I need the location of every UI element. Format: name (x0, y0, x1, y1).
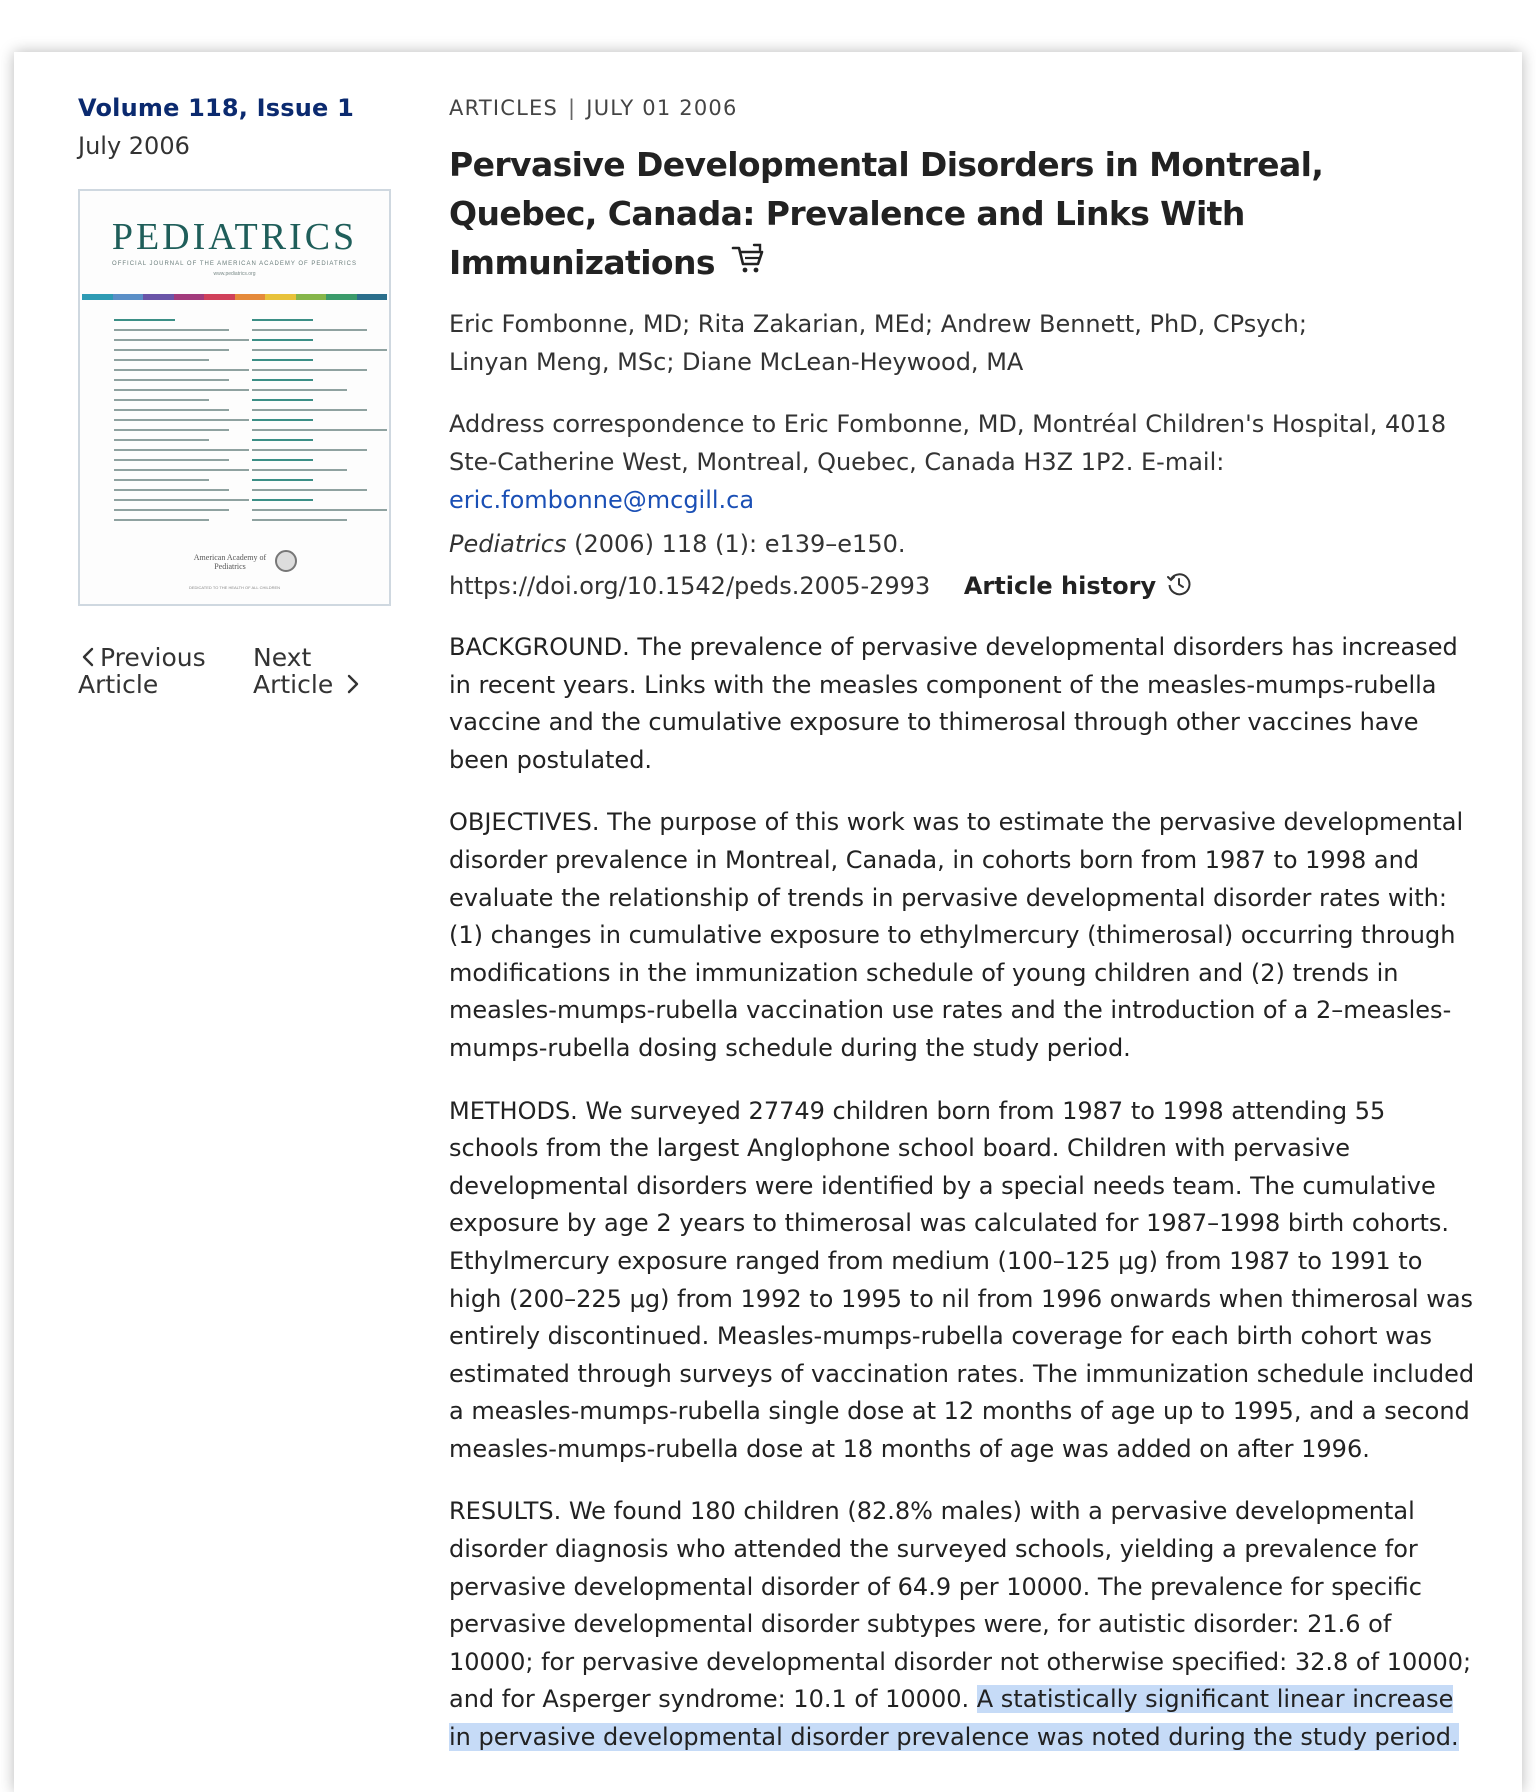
next-article-link[interactable] (253, 644, 363, 698)
article-title-text: Pervasive Developmental Disorders in Montreal, Quebec, Canada: Prevalence and Links With Immunizations (449, 145, 1324, 282)
email-link[interactable]: eric.fombonne@mcgill.ca (449, 486, 755, 514)
previous-article-link[interactable] (78, 644, 206, 698)
citation-details: (2006) 118 (1): e139–e150. (566, 530, 906, 558)
issue-date: July 2006 (78, 132, 190, 160)
cover-subtitle: OFFICIAL JOURNAL OF THE AMERICAN ACADEMY OF PEDIATRICS (112, 261, 357, 267)
history-clock-icon (1166, 570, 1192, 596)
next-article-line2: Article (253, 670, 334, 699)
cover-stripe-segment (296, 294, 327, 300)
cover-toc-left (114, 319, 249, 529)
aap-seal-icon (275, 550, 297, 572)
chevron-left-icon (78, 646, 100, 668)
abstract-results (449, 1493, 1479, 1756)
issue-info (78, 94, 398, 160)
cover-stripe-segment (235, 294, 266, 300)
cover-footer: DEDICATED TO THE HEALTH OF ALL CHILDREN (188, 585, 281, 590)
chevron-right-icon (341, 673, 363, 695)
journal-cover-image[interactable] (78, 189, 391, 606)
cover-stripe-segment (82, 294, 113, 300)
cover-stripe-segment (174, 294, 205, 300)
results-text: RESULTS. We found 180 children (82.8% males) with a pervasive developmental disorder diagnosis who attended the surveyed schools, yielding a prevalence for pervasive developmental disorder of 64.9 per 10000. The prevalence for specific pervasive developmental disorder subtypes were, for autistic disorder: 21.6 of 10000; for pervasive developmental disorder not otherwise specified: 32.8 of 10000; and for Asperger syndrome: 10.1 of 10000. (449, 1497, 1472, 1714)
cover-stripe-segment (265, 294, 296, 300)
results-highlighted-text: A statistically significant linear increase in pervasive developmental disorder prevalence was noted during the study period. (449, 1685, 1459, 1752)
previous-article-line1: Previous (100, 643, 206, 672)
cover-stripe-segment (113, 294, 144, 300)
abstract (449, 629, 1479, 1757)
doi-row (449, 567, 1479, 605)
abstract-methods: METHODS. We surveyed 27749 children born from 1987 to 1998 attending 55 schools from the largest Anglophone school board. Children with pervasive developmental disorders were identified by a special needs team. The cumulative exposure by age 2 years to thimerosal was calculated for 1987–1998 birth cohorts. Ethylmercury exposure ranged from medium (100–125 μg) from 1987 to 1991 to high (200–225 μg) from 1992 to 1995 to nil from 1996 onwards when thimerosal was entirely discontinued. Measles-mumps-rubella coverage for each birth cohort was estimated through surveys of vaccination rates. The immunization schedule included a measles-mumps-rubella single dose at 12 months of age up to 1995, and a second measles-mumps-rubella dose at 18 months of age was added on after 1996. (449, 1096, 1475, 1463)
article-title (449, 140, 1479, 287)
abstract-objectives: OBJECTIVES. The purpose of this work was to estimate the pervasive developmental disorder prevalence in Montreal, Canada, in cohorts born from 1987 to 1998 and evaluate the relationship of trends in pervasive developmental disorder rates with: (1) changes in cumulative exposure to ethylmercury (thimerosal) occurring through modifications in the immunization schedule of young children and (2) trends in measles-mumps-rubella vaccination use rates and the introduction of a 2–measles-mumps-rubella dosing schedule during the study period. (449, 808, 1464, 1062)
cover-stripe-segment (326, 294, 357, 300)
doi-link[interactable]: https://doi.org/10.1542/peds.2005-2993 (449, 572, 931, 600)
citation (449, 525, 1479, 563)
cover-stripe-segment (204, 294, 235, 300)
article-main (449, 96, 1479, 1757)
article-date: JULY 01 2006 (586, 96, 738, 120)
authors-line-1: Eric Fombonne, MD; Rita Zakarian, MEd; Andrew Bennett, PhD, CPsych; (449, 310, 1307, 338)
authors-line-2: Linyan Meng, MSc; Diane McLean-Heywood, MA (449, 348, 1024, 376)
address-text: Address correspondence to Eric Fombonne, MD, Montréal Children's Hospital, 4018 Ste-Catherine West, Montreal, Quebec, Canada H3Z 1P2. E-mail: (449, 410, 1447, 476)
cover-url: www.pediatrics.org (213, 271, 256, 277)
previous-article-line2: Article (78, 670, 159, 699)
article-section: ARTICLES (449, 96, 559, 120)
cover-stripe-segment (357, 294, 388, 300)
volume-issue-link[interactable]: Volume 118, Issue 1 (78, 94, 354, 122)
next-article-line1: Next (253, 643, 312, 672)
cover-publisher: American Academy of Pediatrics (193, 553, 267, 571)
cover-stripe-segment (143, 294, 174, 300)
cover-color-stripe (82, 294, 387, 300)
article-meta (449, 96, 1479, 126)
article-history-button[interactable] (964, 572, 1192, 600)
meta-separator: | (568, 96, 577, 120)
article-authors (449, 305, 1479, 381)
article-history-label: Article history (963, 572, 1157, 600)
citation-journal: Pediatrics (449, 530, 567, 558)
cart-icon[interactable] (730, 240, 766, 274)
cover-toc-right (252, 319, 387, 529)
cover-journal-name: PEDIATRICS (111, 216, 358, 258)
abstract-background: BACKGROUND. The prevalence of pervasive developmental disorders has increased in recent years. Links with the measles component of the measles-mumps-rubella vaccine and the cumulative exposure to thimerosal through other vaccines have been postulated. (449, 633, 1458, 774)
correspondence-address (449, 405, 1479, 519)
